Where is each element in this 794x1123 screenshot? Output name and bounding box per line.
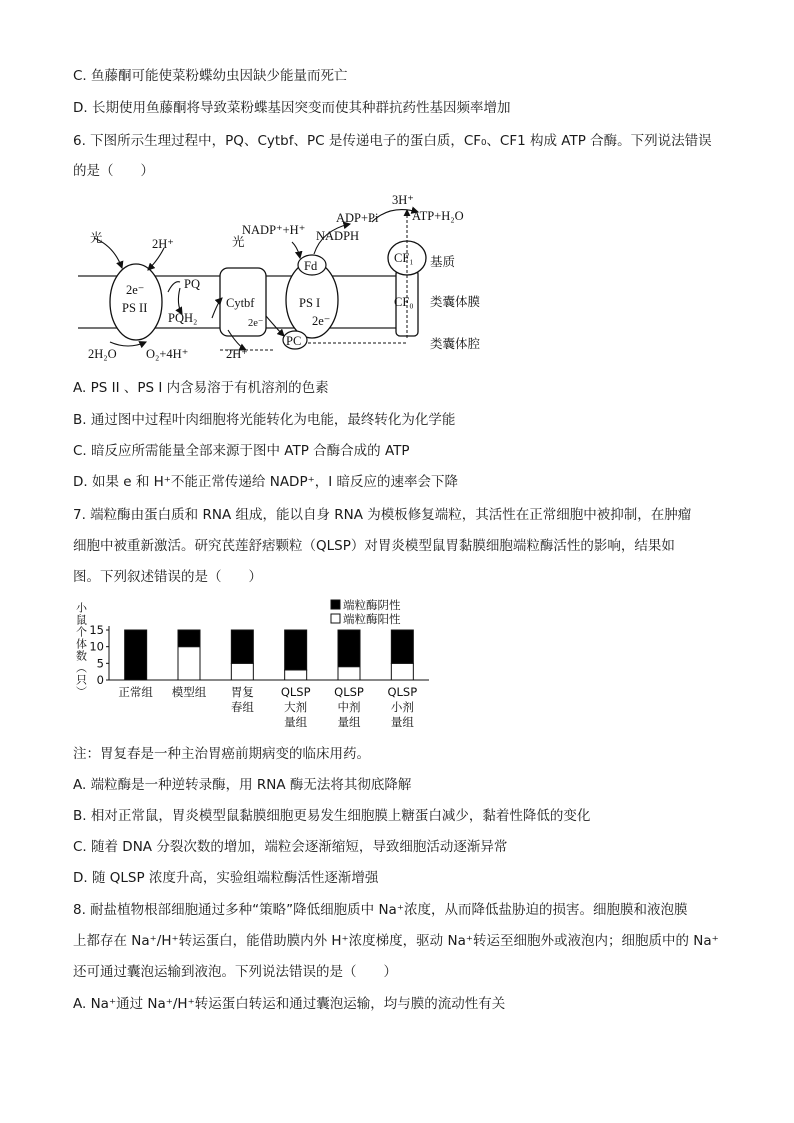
- bar-端粒酶阳性: [391, 663, 413, 680]
- cf1-label: CF₁: [394, 251, 414, 265]
- q6-option-c: C. 暗反应所需能量全部来源于图中 ATP 合酶合成的 ATP: [73, 443, 410, 459]
- bar-端粒酶阳性: [178, 647, 200, 680]
- light-label-right: 光: [232, 234, 245, 249]
- q8-stem-line3: 还可通过囊泡运输到液泡。下列说法错误的是（ ）: [73, 964, 397, 980]
- x-tick-label: 正常组: [118, 685, 153, 699]
- bar-端粒酶阴性: [231, 630, 253, 663]
- cytbf-electron-label: 2e⁻: [248, 318, 264, 329]
- chart-y-axis-label: [75, 601, 88, 698]
- ps1-electron-label: 2e⁻: [312, 314, 331, 328]
- q7-option-d: D. 随 QLSP 浓度升高，实验组端粒酶活性逐渐增强: [73, 870, 379, 886]
- nadph-label: NADPH: [316, 229, 360, 243]
- atp-label: ATP+H₂O: [412, 209, 464, 223]
- fd-label: Fd: [304, 259, 318, 273]
- x-tick-label: 量组: [284, 715, 308, 729]
- ps2-electron-label: 2e⁻: [126, 283, 145, 297]
- bar-端粒酶阴性: [338, 630, 360, 667]
- x-tick-label: 中剂: [337, 700, 361, 714]
- x-tick-label: 模型组: [171, 685, 207, 699]
- bar-端粒酶阴性: [178, 630, 200, 647]
- q6-option-d: D. 如果 e 和 H⁺不能正常传递给 NADP⁺，I 暗反应的速率会下降: [73, 474, 458, 490]
- bar-端粒酶阳性: [338, 667, 360, 680]
- bar-端粒酶阴性: [285, 630, 307, 670]
- bar-端粒酶阴性: [125, 630, 147, 680]
- water-label: 2H₂O: [88, 347, 117, 361]
- q7-stem-line1: 7. 端粒酶由蛋白质和 RNA 组成，能以自身 RNA 为模板修复端粒，其活性在正常细胞中被抑制，在肿瘤: [73, 507, 692, 523]
- cytbf-label: Cytbf: [226, 296, 255, 310]
- legend-label: 端粒酶阳性: [343, 612, 401, 626]
- x-tick-label: 量组: [390, 715, 414, 729]
- q7-stem-line2: 细胞中被重新激活。研究芪莲舒痞颗粒（QLSP）对胃炎模型鼠胃黏膜细胞端粒酶活性的影响，结果如: [73, 538, 675, 554]
- bar-端粒酶阴性: [391, 630, 413, 663]
- legend-swatch: [331, 614, 340, 623]
- proton-label-lumen: 2H⁺: [226, 347, 248, 361]
- proton-label-top-right: 3H⁺: [392, 193, 414, 207]
- y-tick-label: 5: [96, 656, 104, 671]
- y-tick-label: 0: [96, 673, 104, 687]
- bar-端粒酶阳性: [285, 670, 307, 680]
- nadp-label: NADP⁺+H⁺: [242, 223, 306, 237]
- x-tick-label: 量组: [337, 715, 361, 729]
- q7-stem-line3: 图。下列叙述错误的是（ ）: [73, 569, 262, 585]
- x-tick-label: 春组: [230, 700, 254, 714]
- q7-option-b: B. 相对正常鼠，胃炎模型鼠黏膜细胞更易发生细胞膜上糖蛋白减少，黏着性降低的变化: [73, 808, 591, 824]
- x-tick-label: 胃复: [230, 685, 254, 699]
- lumen-label: 类囊体腔: [430, 336, 481, 351]
- y-tick-label: 15: [89, 623, 104, 637]
- q7-option-a: A. 端粒酶是一种逆转录酶，用 RNA 酶无法将其彻底降解: [73, 777, 412, 793]
- telomerase-bar-chart: [73, 594, 433, 736]
- q6-stem-line2: 的是（ ）: [73, 163, 154, 179]
- adp-label: ADP+Pi: [336, 211, 379, 225]
- chart-x-tick-labels: [118, 685, 417, 729]
- q8-option-a: A. Na⁺通过 Na⁺/H⁺转运蛋白转运和通过囊泡运输，均与膜的流动性有关: [73, 996, 506, 1012]
- chart-legend: [331, 598, 401, 626]
- y-axis-title: 小鼠个体数（只）: [74, 602, 88, 698]
- q6-option-a: A. PS II 、PS I 内含易溶于有机溶剂的色素: [73, 380, 329, 396]
- q7-note: 注：胃复春是一种主治胃癌前期病变的临床用药。: [73, 746, 370, 762]
- legend-swatch: [331, 600, 340, 609]
- x-tick-label: QLSP: [280, 685, 311, 699]
- proton-label-top-left: 2H⁺: [152, 237, 174, 251]
- membrane-label: 类囊体膜: [430, 294, 481, 309]
- pq-label: PQ: [184, 277, 200, 291]
- x-tick-label: QLSP: [387, 685, 418, 699]
- pqh2-label: PQH₂: [168, 311, 198, 325]
- q8-stem-line1: 8. 耐盐植物根部细胞通过多种“策略”降低细胞质中 Na⁺浓度，从而降低盐胁迫的损害。细胞膜和液泡膜: [73, 902, 688, 918]
- photosynthesis-electron-transport-diagram: [78, 190, 498, 362]
- x-tick-label: QLSP: [334, 685, 364, 699]
- oxygen-label: O₂+4H⁺: [146, 347, 189, 361]
- q5-option-d: D. 长期使用鱼藤酮将导致菜粉蝶基因突变而使其种群抗药性基因频率增加: [73, 100, 511, 116]
- x-tick-label: 大剂: [284, 700, 308, 714]
- cf0-label: CF₀: [394, 295, 414, 309]
- chart-bars: [125, 630, 414, 680]
- q7-option-c: C. 随着 DNA 分裂次数的增加，端粒会逐渐缩短，导致细胞活动逐渐异常: [73, 839, 508, 855]
- ps1-label: PS I: [299, 296, 321, 310]
- bar-端粒酶阳性: [231, 663, 253, 680]
- ps2-label: PS II: [122, 301, 148, 315]
- stroma-label: 基质: [430, 254, 456, 269]
- x-tick-label: 小剂: [390, 700, 414, 714]
- y-tick-label: 10: [89, 639, 104, 654]
- q8-stem-line2: 上都存在 Na⁺/H⁺转运蛋白，能借助膜内外 H⁺浓度梯度，驱动 Na⁺转运至细胞外或液泡内；细胞质中的 Na⁺: [73, 933, 719, 949]
- q6-stem-line1: 6. 下图所示生理过程中，PQ、Cytbf、PC 是传递电子的蛋白质，CF₀、CF1 构成 ATP 合酶。下列说法错误: [73, 133, 712, 149]
- q5-option-c: C. 鱼藤酮可能使菜粉蝶幼虫因缺少能量而死亡: [73, 68, 348, 84]
- q6-option-b: B. 通过图中过程叶肉细胞将光能转化为电能，最终转化为化学能: [73, 412, 456, 428]
- legend-label: 端粒酶阴性: [343, 598, 401, 612]
- pc-label: PC: [286, 334, 302, 348]
- light-label-left: 光: [90, 230, 103, 245]
